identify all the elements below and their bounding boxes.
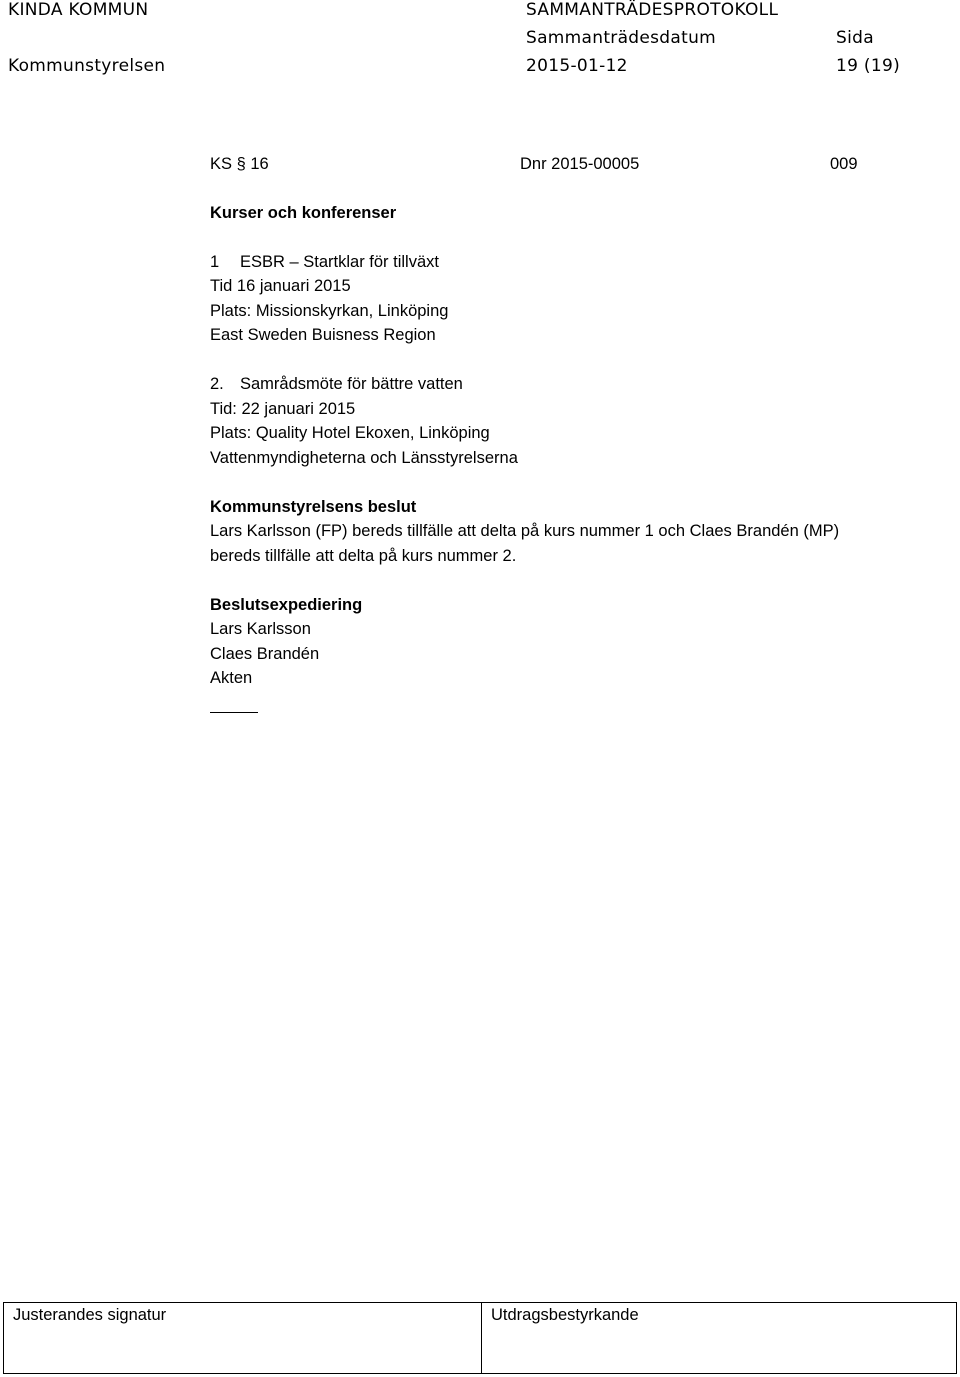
decision-line-2: bereds tillfälle att delta på kurs nummer 2. <box>210 547 517 565</box>
case-code: 009 <box>830 155 858 173</box>
page-label: Sida <box>836 28 874 48</box>
case-id: KS § 16 <box>210 155 269 173</box>
item1-number: 1 <box>210 253 220 271</box>
dispatch-recipient: Claes Brandén <box>210 645 320 663</box>
dispatch-recipient: Akten <box>210 669 253 687</box>
dispatch-recipient: Lars Karlsson <box>210 620 311 638</box>
page-number: 19 (19) <box>836 56 901 76</box>
item2-organizer: Vattenmyndigheterna och Länsstyrelserna <box>210 449 518 467</box>
item2-time: Tid: 22 januari 2015 <box>210 400 356 418</box>
item1-organizer: East Sweden Buisness Region <box>210 326 436 344</box>
item1-title: ESBR – Startklar för tillväxt <box>240 253 439 271</box>
signature-box <box>3 1302 957 1374</box>
decision-heading: Kommunstyrelsens beslut <box>210 498 417 516</box>
org-name: KINDA KOMMUN <box>8 0 149 20</box>
committee-name: Kommunstyrelsen <box>8 56 166 76</box>
item1-time: Tid 16 januari 2015 <box>210 277 351 295</box>
date-label: Sammanträdesdatum <box>526 28 717 48</box>
signature-label: Justerandes signatur <box>13 1306 167 1324</box>
document-type: SAMMANTRÄDESPROTOKOLL <box>526 0 779 20</box>
decision-line-1: Lars Karlsson (FP) bereds tillfälle att delta på kurs nummer 1 och Claes Brandén (MP) <box>210 522 840 540</box>
item1-place: Plats: Missionskyrkan, Linköping <box>210 302 449 320</box>
dispatch-heading: Beslutsexpediering <box>210 596 363 614</box>
item2-number: 2. <box>210 375 224 393</box>
meeting-date: 2015-01-12 <box>526 56 628 76</box>
case-dnr: Dnr 2015-00005 <box>520 155 640 173</box>
case-title: Kurser och konferenser <box>210 204 397 222</box>
item2-title: Samrådsmöte för bättre vatten <box>240 375 463 393</box>
signature-divider <box>481 1303 482 1373</box>
extract-label: Utdragsbestyrkande <box>491 1306 639 1324</box>
end-rule <box>210 712 258 713</box>
item2-place: Plats: Quality Hotel Ekoxen, Linköping <box>210 424 490 442</box>
